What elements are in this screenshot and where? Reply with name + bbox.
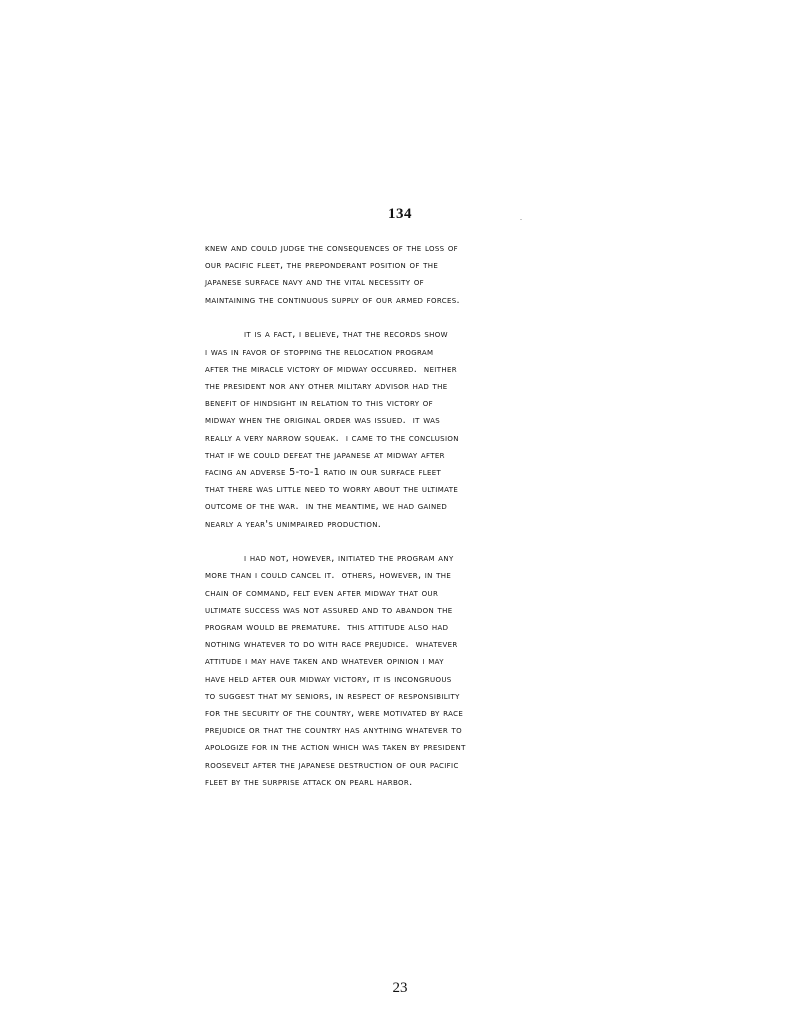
paragraph-1: [205, 240, 625, 309]
scan-speck: [520, 219, 522, 220]
text-line: nearly a year's unimpaired production.: [205, 518, 382, 530]
text-line: nothing whatever to do with race prejudice. whatever: [205, 639, 458, 651]
text-line: apologize for in the action which was taken by president: [205, 742, 466, 754]
paragraph-3: [205, 550, 625, 791]
document-body: [205, 240, 625, 809]
text-line: for the security of the country, were motivated by race: [205, 708, 464, 720]
text-line: it is a fact, i believe, that the records show: [244, 329, 448, 341]
text-line: that if we could defeat the japanese at midway after: [205, 449, 445, 461]
text-line: maintaining the continuous supply of our armed forces.: [205, 294, 460, 306]
text-line: our pacific fleet, the preponderant position of the: [205, 260, 439, 272]
text-line: outcome of the war. in the meantime, we had gained: [205, 501, 448, 513]
text-line: to suggest that my seniors, in respect of responsibility: [205, 690, 460, 702]
text-line: i had not, however, initiated the program any: [244, 553, 454, 565]
text-line: chain of command, felt even after midway that our: [205, 587, 439, 599]
text-line: more than i could cancel it. others, however, in the: [205, 570, 452, 582]
text-line: that there was little need to worry about the ultimate: [205, 484, 459, 496]
text-line: ultimate success was not assured and to abandon the: [205, 604, 453, 616]
text-line: i was in favor of stopping the relocation program: [205, 346, 434, 358]
text-line: fleet by the surprise attack on pearl harbor.: [205, 776, 413, 788]
text-line: the president nor any other military advisor had the: [205, 380, 448, 392]
page-number-bottom: 23: [392, 980, 408, 996]
text-line: midway when the original order was issued. it was: [205, 415, 441, 427]
text-line: japanese surface navy and the vital necessity of: [205, 277, 425, 289]
text-line: program would be premature. this attitude also had: [205, 622, 449, 634]
text-line: really a very narrow squeak. i came to the conclusion: [205, 432, 459, 444]
text-line: prejudice or that the country has anything whatever to: [205, 725, 462, 737]
page-number-top: 134: [388, 206, 412, 222]
text-line: after the miracle victory of midway occurred. neither: [205, 363, 457, 375]
text-line: knew and could judge the consequences of the loss of: [205, 243, 459, 254]
text-line: roosevelt after the japanese destruction of our pacific: [205, 759, 459, 771]
text-line: have held after our midway victory, it is incongruous: [205, 673, 452, 685]
text-line: attitude i may have taken and whatever opinion i may: [205, 656, 444, 668]
paragraph-2: [205, 326, 625, 532]
text-line: facing an adverse 5-to-1 ratio in our surface fleet: [205, 466, 442, 478]
text-line: benefit of hindsight in relation to this victory of: [205, 398, 434, 410]
